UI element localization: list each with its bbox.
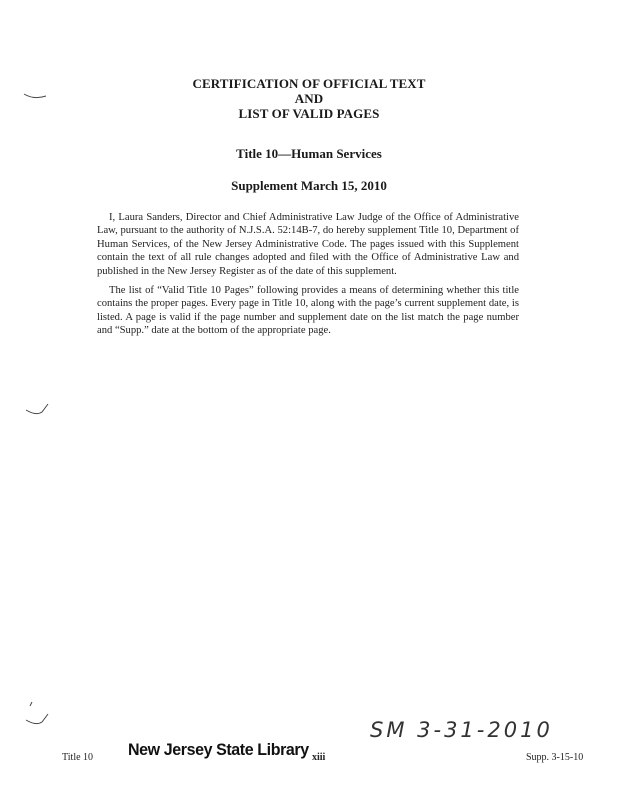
- footer-title: Title 10: [62, 752, 94, 763]
- heading-line-2: AND: [294, 91, 324, 106]
- scan-mark-top: [10, 88, 50, 104]
- library-stamp: New Jersey State Library: [128, 741, 309, 760]
- heading-line-1: CERTIFICATION OF OFFICIAL TEXT: [192, 76, 426, 91]
- document-heading: [0, 76, 618, 121]
- footer-page-number: xiii: [312, 752, 326, 763]
- paragraph-certification: I, Laura Sanders, Director and Chief Administrative Law Judge of the Office of Administrative Law, pursuant to the authority of N.J.S.A. 52:14B-7, do hereby supplement Title 10, Department of Human Services, of the New Jersey Administrative Code. The pages issued with this Supplement contain the text of all rule changes adopted and filed with the Office of Administrative Law and published in the New Jersey Register as of the date of this supplement.: [97, 212, 519, 277]
- title-line: Title 10—Human Services: [236, 146, 382, 161]
- certification-body: [97, 211, 519, 344]
- scan-mark-bottom: [10, 700, 54, 728]
- handwritten-date-note: SM 3-31-2010: [370, 718, 553, 742]
- heading-line-3: LIST OF VALID PAGES: [238, 106, 380, 121]
- footer-supplement: Supp. 3-15-10: [526, 752, 584, 763]
- scan-mark-middle: [10, 400, 54, 420]
- supplement-date: Supplement March 15, 2010: [231, 178, 387, 193]
- paragraph-valid-pages: The list of “Valid Title 10 Pages” following provides a means of determining whether this title contains the proper pages. Every page in Title 10, along with the page’s current supplement date, is listed. A page is valid if the page number and supplement date on the list match the page number and “Supp.” date at the bottom of the appropriate page.: [97, 285, 519, 337]
